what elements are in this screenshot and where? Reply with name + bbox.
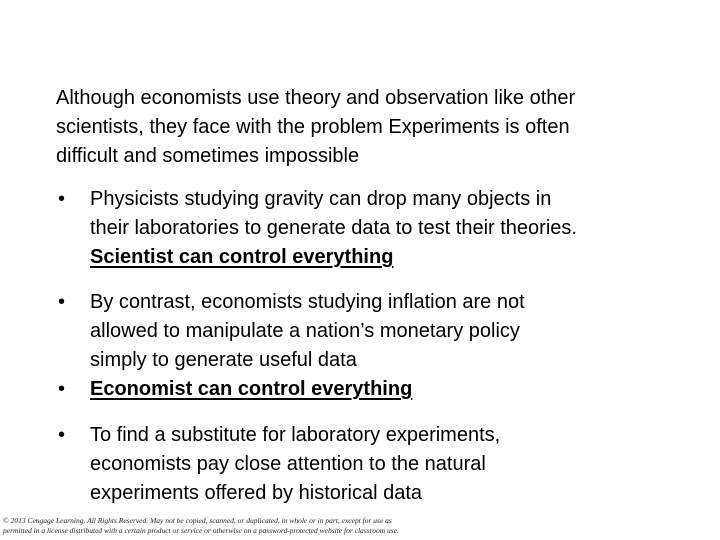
bullet-economist-control	[58, 375, 698, 404]
intro-line: difficult and sometimes impossible	[56, 145, 360, 167]
bullet-line: allowed to manipulate a nation’s monetary policy	[90, 320, 520, 342]
intro-paragraph	[56, 84, 706, 171]
bullet-line: simply to generate useful data	[90, 349, 357, 371]
bullet-natural-experiments	[58, 421, 698, 508]
bullet-dot: •	[58, 378, 66, 400]
copyright-line: © 2013 Cengage Learning. All Rights Reserved. May not be copied, scanned, or duplicated, in whole or in part, except for use as	[3, 516, 392, 525]
copyright-footer	[3, 516, 523, 536]
scientist-control-text: Scientist can control everything	[90, 246, 394, 268]
bullet-line: experiments offered by historical data	[90, 482, 423, 504]
economist-control-text: Economist can control everything	[90, 378, 413, 400]
copyright-line: permitted in a license distributed with a certain product or service or otherwise on a password-protected website for classroom use.	[3, 526, 399, 535]
intro-line: Although economists use theory and observation like other	[56, 87, 576, 109]
bullet-line: To find a substitute for laboratory experiments,	[90, 424, 501, 446]
bullet-line: Physicists studying gravity can drop many objects in	[90, 188, 552, 210]
bullet-physicists	[58, 185, 698, 272]
bullet-dot: •	[58, 424, 66, 446]
bullet-emphasis	[90, 375, 698, 404]
bullet-emphasis	[90, 243, 698, 272]
bullet-line: By contrast, economists studying inflation are not	[90, 291, 525, 313]
intro-line: scientists, they face with the problem Experiments is often	[56, 116, 570, 138]
bullet-dot: •	[58, 291, 66, 313]
bullet-dot: •	[58, 188, 66, 210]
bullet-economists-inflation	[58, 288, 698, 375]
bullet-line: economists pay close attention to the natural	[90, 453, 486, 475]
bullet-line: their laboratories to generate data to test their theories.	[90, 217, 577, 239]
